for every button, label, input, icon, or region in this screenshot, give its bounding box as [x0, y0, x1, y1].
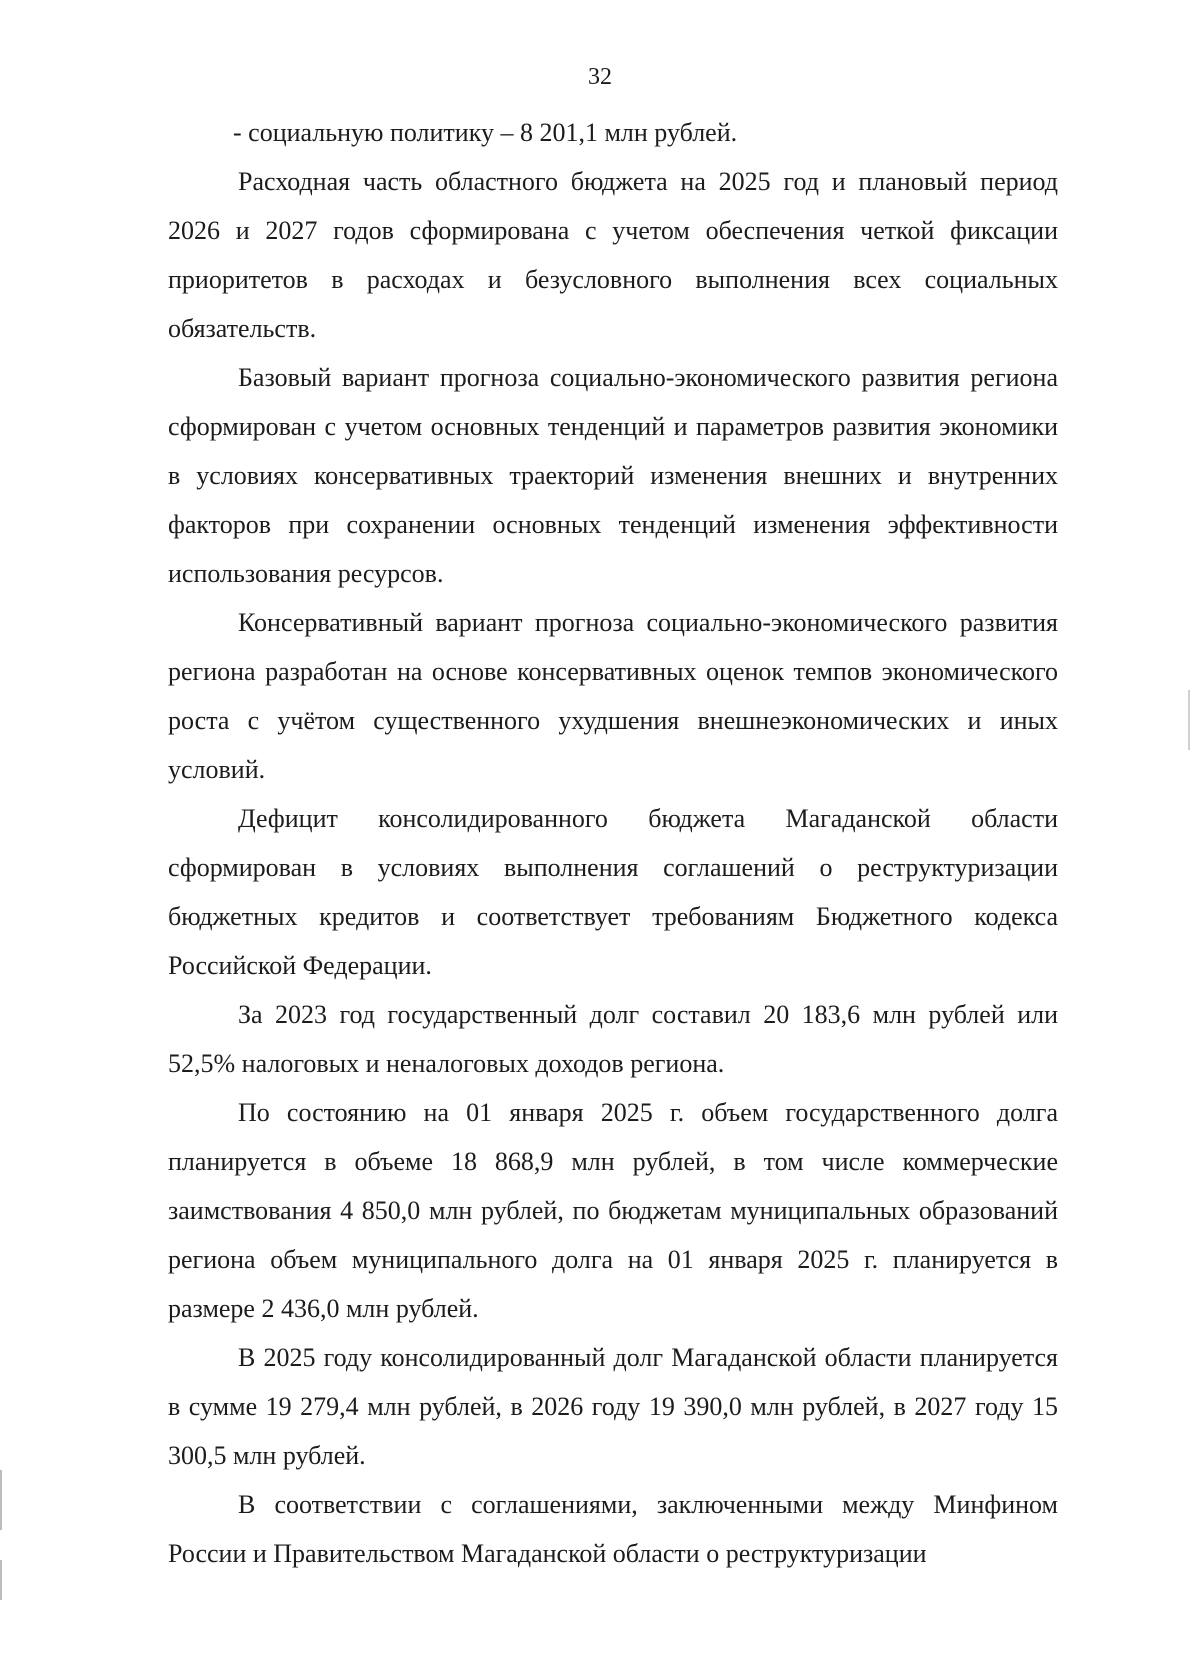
paragraph-state-debt-2023: За 2023 год государственный долг составил 20 183,6 млн рублей или 52,5% налоговых и неналоговых доходов региона.	[168, 1000, 1058, 1078]
paragraph-social-policy: - социальную политику – 8 201,1 млн рублей.	[233, 118, 738, 147]
paragraph-conservative-forecast: Консервативный вариант прогноза социально-экономического развития региона разработан на основе консервативных оценок темпов экономического роста с учётом существенного ухудшения внешнеэкономических и иных условий.	[168, 608, 1058, 784]
scan-artifact	[0, 1560, 2, 1600]
paragraph-deficit: Дефицит консолидированного бюджета Магаданской области сформирован в условиях выполнения соглашений о реструктуризации бюджетных кредитов и соответствует требованиям Бюджетного кодекса Российской Федерации.	[168, 804, 1058, 980]
page-number: 32	[588, 64, 612, 90]
paragraph-debt-2025-plan: По состоянию на 01 января 2025 г. объем государственного долга планируется в объеме 18 868,9 млн рублей, в том числе коммерческие заимствования 4 850,0 млн рублей, по бюджетам муниципальных образований региона объем муниципального долга на 01 января 2025 г. планируется в размере 2 436,0 млн рублей.	[168, 1098, 1058, 1323]
paragraph-base-forecast: Базовый вариант прогноза социально-экономического развития региона сформирован с учетом основных тенденций и параметров развития экономики в условиях консервативных траекторий изменения внешних и внутренних факторов при сохранении основных тенденций изменения эффективности использования ресурсов.	[168, 363, 1058, 588]
scan-artifact	[0, 1470, 2, 1530]
document-body	[168, 108, 1058, 1578]
scan-artifact	[1188, 690, 1190, 750]
paragraph-expenditure: Расходная часть областного бюджета на 2025 год и плановый период 2026 и 2027 годов сформирована с учетом обеспечения четкой фиксации приоритетов в расходах и безусловного выполнения всех социальных обязательств.	[168, 167, 1058, 343]
paragraph-consolidated-debt: В 2025 году консолидированный долг Магаданской области планируется в сумме 19 279,4 млн рублей, в 2026 году 19 390,0 млн рублей, в 2027 году 15 300,5 млн рублей.	[168, 1343, 1058, 1470]
paragraph-restructuring-agreements: В соответствии с соглашениями, заключенными между Минфином России и Правительством Магаданской области о реструктуризации	[168, 1490, 1058, 1568]
